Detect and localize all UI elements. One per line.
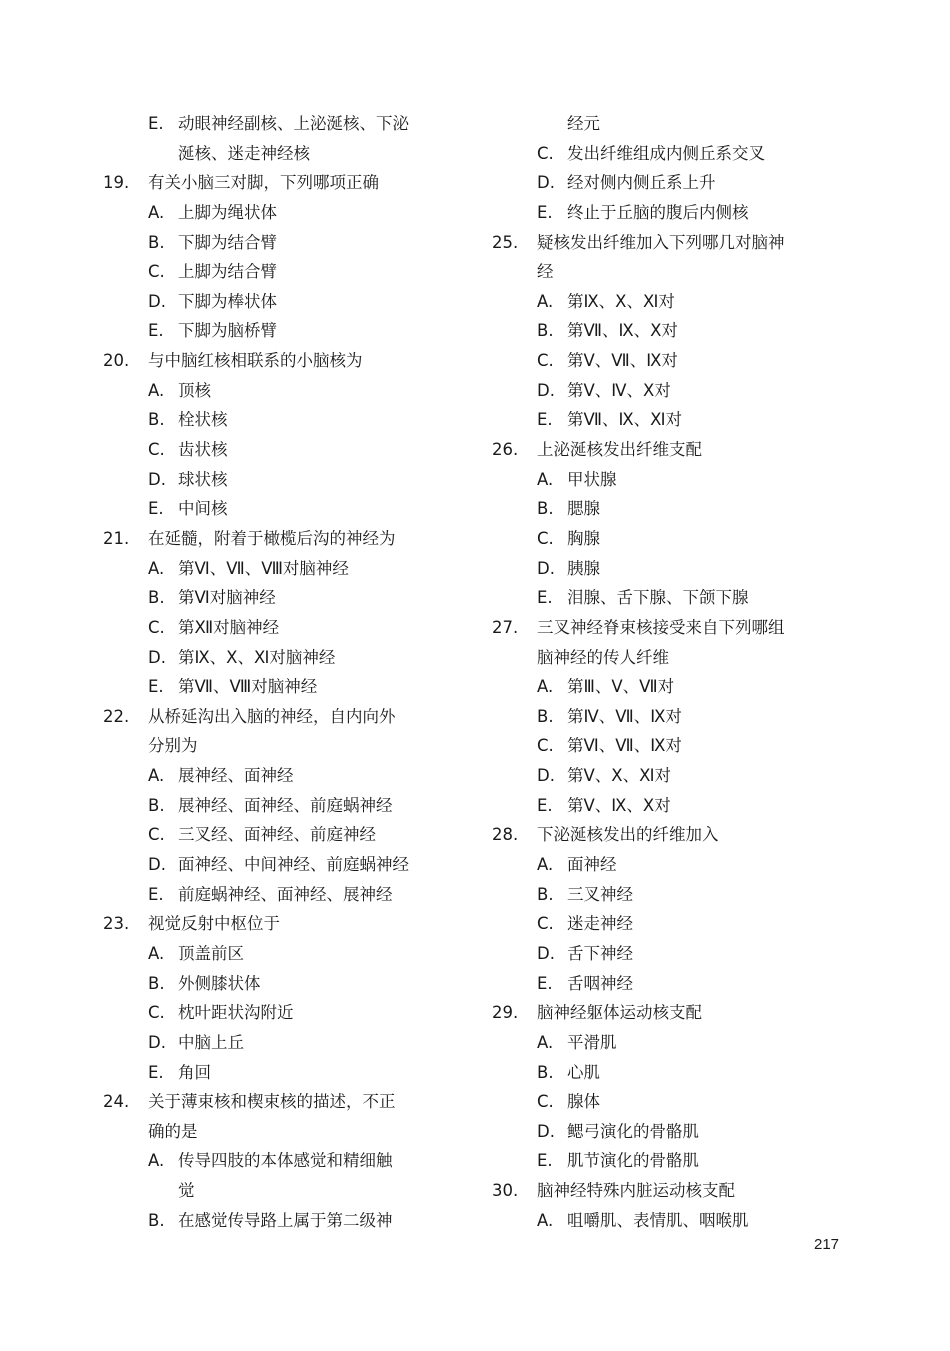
- option-line: [103, 465, 448, 495]
- question-text: 三叉神经脊束核接受来自下列哪组: [537, 617, 785, 637]
- option-text: 第Ⅵ、Ⅶ、Ⅷ对脑神经: [178, 558, 349, 578]
- option-text: 第Ⅵ对脑神经: [178, 588, 276, 608]
- question-line: [492, 228, 822, 258]
- option-text: 第Ⅶ、Ⅷ对脑神经: [178, 677, 318, 697]
- option-letter: C.: [148, 825, 165, 845]
- option-text: 胰腺: [567, 558, 600, 578]
- option-letter: C.: [148, 1003, 165, 1023]
- option-line: [492, 702, 822, 732]
- question-number: 26.: [492, 440, 519, 460]
- option-line: [492, 909, 822, 939]
- option-letter: B.: [148, 795, 165, 815]
- question-line: [492, 613, 822, 643]
- question-number: 30.: [492, 1181, 519, 1201]
- option-letter: B.: [148, 973, 165, 993]
- option-letter: E.: [537, 1151, 553, 1171]
- option-letter: D.: [537, 173, 555, 193]
- option-letter: C.: [148, 262, 165, 282]
- option-letter: C.: [148, 617, 165, 637]
- question-text: 从桥延沟出入脑的神经，自内向外: [148, 706, 396, 726]
- option-letter: D.: [537, 766, 555, 786]
- option-letter: E.: [537, 588, 553, 608]
- option-letter: B.: [537, 706, 554, 726]
- option-text: 肌节演化的骨骼肌: [567, 1151, 699, 1171]
- option-line: [492, 524, 822, 554]
- option-text: 传导四肢的本体感觉和精细触: [178, 1151, 393, 1171]
- option-line: [492, 376, 822, 406]
- option-text: 泪腺、舌下腺、下颌下腺: [567, 588, 749, 608]
- option-line: [492, 1117, 822, 1147]
- question-number: 21.: [103, 528, 130, 548]
- option-line: [103, 228, 448, 258]
- option-text: 中间核: [178, 499, 228, 519]
- option-continuation: [103, 1176, 448, 1206]
- option-letter: E.: [537, 410, 553, 430]
- option-text: 展神经、面神经、前庭蜗神经: [178, 795, 393, 815]
- option-letter: D.: [537, 943, 555, 963]
- question-text: 与中脑红核相联系的小脑核为: [148, 351, 363, 371]
- option-letter: A.: [537, 1210, 554, 1230]
- option-text: 第Ⅴ、Ⅶ、Ⅸ对: [567, 351, 678, 371]
- option-letter: C.: [537, 351, 554, 371]
- option-text: 球状核: [178, 469, 228, 489]
- option-text: 动眼神经副核、上泌涎核、下泌: [178, 114, 409, 133]
- option-text: 腮腺: [567, 499, 600, 519]
- option-line: [103, 672, 448, 702]
- question-number: 25.: [492, 232, 519, 252]
- option-line: [492, 405, 822, 435]
- option-text-continued: 涎核、迷走神经核: [178, 143, 310, 163]
- question-text: 有关小脑三对脚，下列哪项正确: [148, 173, 379, 193]
- option-line: [103, 198, 448, 228]
- option-letter: D.: [537, 1121, 555, 1141]
- option-letter: B.: [537, 884, 554, 904]
- option-text: 舌咽神经: [567, 973, 633, 993]
- option-text: 枕叶距状沟附近: [178, 1003, 294, 1023]
- option-line: [103, 850, 448, 880]
- option-letter: D.: [148, 647, 166, 667]
- question-continuation: [103, 731, 448, 761]
- option-line: [492, 1206, 822, 1236]
- option-line: [492, 791, 822, 821]
- option-line: [492, 850, 822, 880]
- option-letter: C.: [537, 914, 554, 934]
- option-letter: A.: [148, 558, 165, 578]
- option-text: 顶盖前区: [178, 943, 244, 963]
- option-text: 角回: [178, 1062, 211, 1082]
- option-line: [103, 435, 448, 465]
- option-letter: E.: [537, 795, 553, 815]
- question-number: 23.: [103, 914, 130, 934]
- option-letter: E.: [148, 677, 164, 697]
- option-letter: B.: [148, 410, 165, 430]
- question-text: 在延髓，附着于橄榄后沟的神经为: [148, 528, 396, 548]
- option-line: [103, 1058, 448, 1088]
- option-text: 咀嚼肌、表情肌、咽喉肌: [567, 1210, 749, 1230]
- option-line: [492, 1058, 822, 1088]
- option-text: 齿状核: [178, 440, 228, 460]
- question-number: 24.: [103, 1092, 130, 1112]
- question-line: [103, 524, 448, 554]
- option-text: 舌下神经: [567, 943, 633, 963]
- option-line: [103, 316, 448, 346]
- option-line: [103, 1206, 448, 1236]
- option-letter: A.: [537, 291, 554, 311]
- question-line: [103, 702, 448, 732]
- question-text-continued: 分别为: [148, 736, 198, 756]
- option-letter: A.: [537, 469, 554, 489]
- option-line: [492, 316, 822, 346]
- question-number: 27.: [492, 617, 519, 637]
- option-line: [492, 969, 822, 999]
- option-letter: E.: [148, 114, 164, 133]
- option-line: [492, 939, 822, 969]
- question-line: [492, 1176, 822, 1206]
- option-letter: C.: [537, 1092, 554, 1112]
- question-line: [103, 346, 448, 376]
- option-text: 第Ⅶ、Ⅸ、Ⅺ对: [567, 410, 683, 430]
- option-text: 上脚为结合臂: [178, 262, 277, 282]
- option-text: 中脑上丘: [178, 1032, 244, 1052]
- option-text: 下脚为结合臂: [178, 232, 277, 252]
- option-line: [492, 1028, 822, 1058]
- option-text: 第Ⅵ、Ⅶ、Ⅸ对: [567, 736, 682, 756]
- option-letter: B.: [148, 1210, 165, 1230]
- question-text: 视觉反射中枢位于: [148, 914, 280, 934]
- option-text: 面神经、中间神经、前庭蜗神经: [178, 855, 409, 875]
- option-line: [492, 880, 822, 910]
- question-line: [103, 168, 448, 198]
- question-continuation: [103, 1117, 448, 1147]
- option-letter: C.: [537, 528, 554, 548]
- option-text: 面神经: [567, 855, 617, 875]
- question-line: [103, 909, 448, 939]
- option-text: 迷走神经: [567, 914, 633, 934]
- option-text: 顶核: [178, 380, 211, 400]
- question-text: 上泌涎核发出纤维支配: [537, 440, 702, 460]
- question-number: 20.: [103, 351, 130, 371]
- option-line: [103, 1146, 448, 1176]
- option-line: [492, 494, 822, 524]
- option-text: 胸腺: [567, 528, 600, 548]
- option-line: [492, 346, 822, 376]
- option-text: 第Ⅴ、Ⅹ、Ⅺ对: [567, 766, 671, 786]
- option-text: 腺体: [567, 1092, 600, 1112]
- option-line: [103, 939, 448, 969]
- option-line: [103, 257, 448, 287]
- option-text: 第Ⅴ、Ⅸ、Ⅹ对: [567, 795, 671, 815]
- option-text: 终止于丘脑的腹后内侧核: [567, 202, 749, 222]
- option-letter: E.: [537, 202, 553, 222]
- option-text: 第Ⅻ对脑神经: [178, 617, 280, 637]
- option-line: [492, 731, 822, 761]
- option-text: 第Ⅸ、Ⅹ、Ⅺ对: [567, 291, 675, 311]
- question-number: 19.: [103, 173, 130, 193]
- option-text: 鳃弓演化的骨骼肌: [567, 1121, 699, 1141]
- option-text-continued: 经元: [567, 114, 600, 133]
- option-text: 栓状核: [178, 410, 228, 430]
- question-text: 关于薄束核和楔束核的描述，不正: [148, 1092, 396, 1112]
- option-letter: D.: [148, 469, 166, 489]
- option-line: [103, 287, 448, 317]
- question-continuation: [492, 643, 822, 673]
- option-letter: E.: [148, 1062, 164, 1082]
- question-text: 脑神经躯体运动核支配: [537, 1003, 702, 1023]
- option-letter: E.: [148, 884, 164, 904]
- option-letter: E.: [148, 321, 164, 341]
- option-line: [103, 494, 448, 524]
- option-text: 第Ⅸ、Ⅹ、Ⅺ对脑神经: [178, 647, 336, 667]
- option-text: 甲状腺: [567, 469, 617, 489]
- option-text: 展神经、面神经: [178, 766, 294, 786]
- option-letter: E.: [537, 973, 553, 993]
- option-letter: B.: [148, 588, 165, 608]
- option-line: [103, 998, 448, 1028]
- option-text: 第Ⅲ、Ⅴ、Ⅶ对: [567, 677, 675, 697]
- question-number: 28.: [492, 825, 519, 845]
- option-line: [103, 761, 448, 791]
- option-text-continued: 觉: [178, 1181, 195, 1201]
- option-letter: D.: [537, 558, 555, 578]
- option-text: 前庭蜗神经、面神经、展神经: [178, 884, 393, 904]
- question-text-continued: 经: [537, 262, 554, 282]
- option-line: [492, 554, 822, 584]
- question-text-continued: 确的是: [148, 1121, 198, 1141]
- option-letter: A.: [148, 943, 165, 963]
- option-line: [492, 465, 822, 495]
- option-letter: D.: [148, 855, 166, 875]
- question-continuation: [492, 257, 822, 287]
- option-line: [492, 672, 822, 702]
- option-letter: B.: [537, 321, 554, 341]
- option-text: 三叉经、面神经、前庭神经: [178, 825, 376, 845]
- option-line: [492, 583, 822, 613]
- option-text: 第Ⅴ、Ⅳ、Ⅹ对: [567, 380, 671, 400]
- page-number: 217: [814, 1236, 840, 1253]
- question-text: 下泌涎核发出的纤维加入: [537, 825, 719, 845]
- option-line: [103, 880, 448, 910]
- question-line: [492, 435, 822, 465]
- option-letter: A.: [537, 1032, 554, 1052]
- option-letter: A.: [148, 380, 165, 400]
- option-line: [492, 168, 822, 198]
- option-line: [492, 1087, 822, 1117]
- option-letter: C.: [148, 440, 165, 460]
- option-letter: A.: [537, 677, 554, 697]
- option-text: 第Ⅶ、Ⅸ、Ⅹ对: [567, 321, 678, 341]
- option-letter: C.: [537, 736, 554, 756]
- option-text: 第Ⅳ、Ⅶ、Ⅸ对: [567, 706, 682, 726]
- option-text: 在感觉传导路上属于第二级神: [178, 1210, 393, 1230]
- option-continuation: [492, 109, 822, 139]
- option-letter: A.: [148, 1151, 165, 1171]
- option-text: 上脚为绳状体: [178, 202, 277, 222]
- option-letter: A.: [537, 855, 554, 875]
- option-line: [103, 109, 448, 139]
- question-line: [492, 998, 822, 1028]
- option-text: 经对侧内侧丘系上升: [567, 173, 716, 193]
- question-text-continued: 脑神经的传人纤维: [537, 647, 669, 667]
- option-letter: E.: [148, 499, 164, 519]
- option-continuation: [103, 139, 448, 169]
- option-letter: A.: [148, 202, 165, 222]
- option-line: [492, 761, 822, 791]
- option-line: [103, 405, 448, 435]
- option-letter: D.: [537, 380, 555, 400]
- option-line: [492, 198, 822, 228]
- option-text: 三叉神经: [567, 884, 633, 904]
- question-number: 22.: [103, 706, 130, 726]
- option-text: 心肌: [567, 1062, 600, 1082]
- option-line: [492, 139, 822, 169]
- option-letter: B.: [537, 499, 554, 519]
- option-line: [103, 583, 448, 613]
- question-number: 29.: [492, 1003, 519, 1023]
- option-line: [103, 613, 448, 643]
- option-text: 下脚为脑桥臂: [178, 321, 277, 341]
- option-line: [103, 554, 448, 584]
- right-column: [492, 109, 822, 1235]
- option-letter: A.: [148, 766, 165, 786]
- option-letter: B.: [148, 232, 165, 252]
- option-letter: D.: [148, 291, 166, 311]
- question-line: [492, 820, 822, 850]
- option-line: [103, 643, 448, 673]
- option-text: 下脚为棒状体: [178, 291, 277, 311]
- question-line: [103, 1087, 448, 1117]
- question-text: 脑神经特殊内脏运动核支配: [537, 1181, 735, 1201]
- option-line: [492, 287, 822, 317]
- option-letter: C.: [537, 143, 554, 163]
- left-column: [103, 109, 448, 1235]
- option-line: [103, 820, 448, 850]
- option-line: [103, 376, 448, 406]
- option-letter: B.: [537, 1062, 554, 1082]
- option-line: [103, 969, 448, 999]
- option-line: [103, 1028, 448, 1058]
- option-text: 平滑肌: [567, 1032, 617, 1052]
- option-text: 外侧膝状体: [178, 973, 261, 993]
- option-letter: D.: [148, 1032, 166, 1052]
- option-text: 发出纤维组成内侧丘系交叉: [567, 143, 765, 163]
- question-text: 疑核发出纤维加入下列哪几对脑神: [537, 232, 785, 252]
- option-line: [492, 1146, 822, 1176]
- option-line: [103, 791, 448, 821]
